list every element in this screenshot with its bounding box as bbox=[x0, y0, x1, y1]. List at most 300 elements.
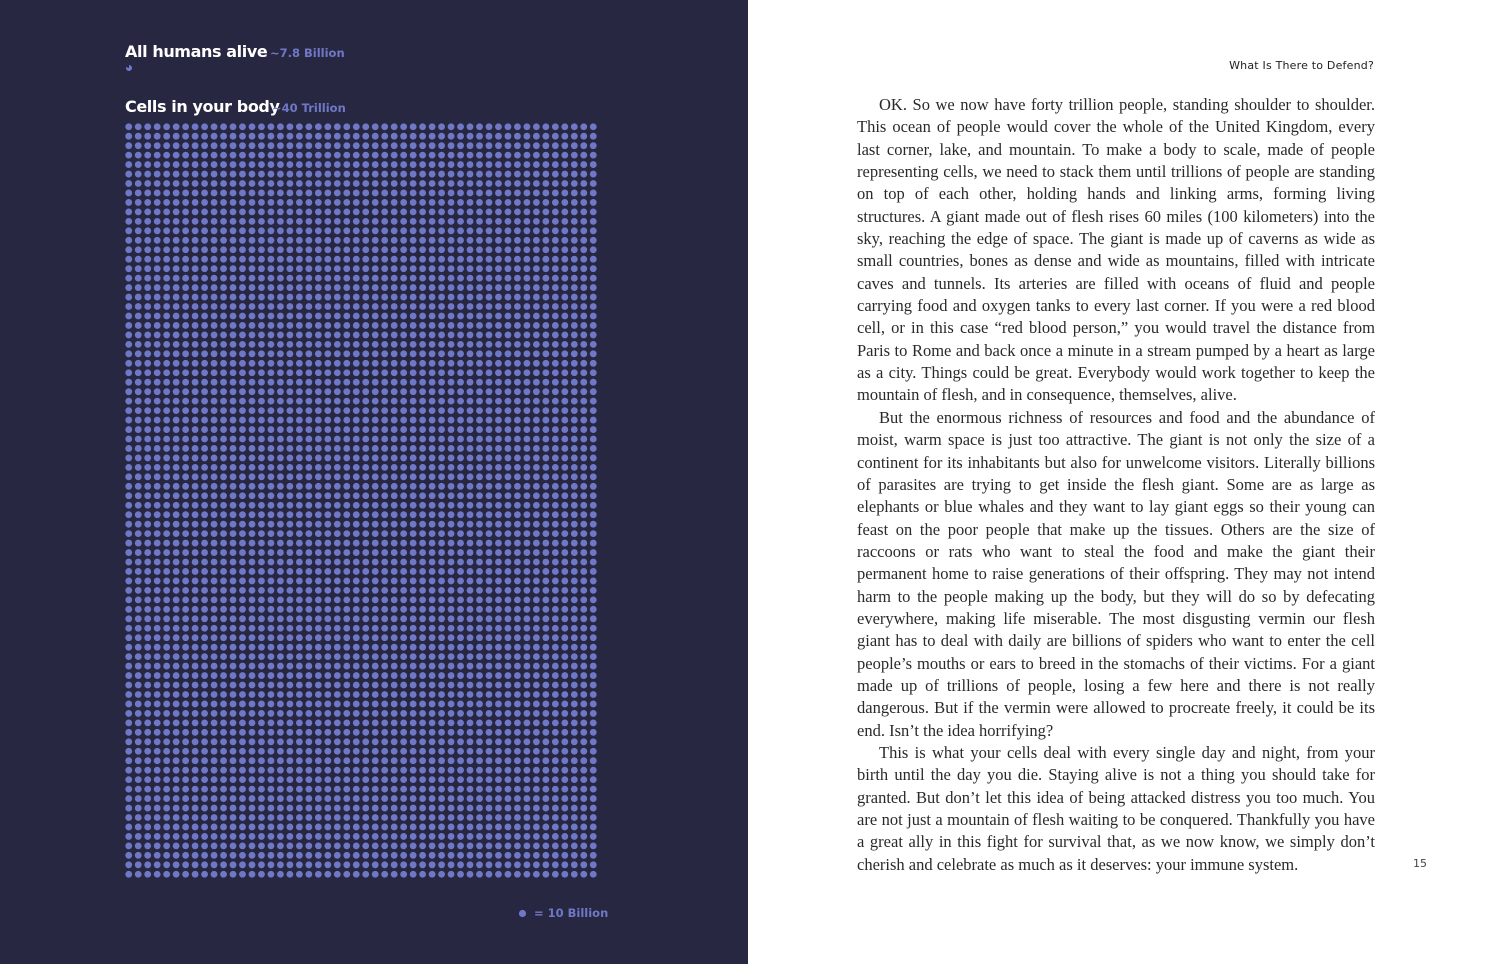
cell-unit-dot bbox=[268, 549, 275, 556]
cell-unit-dot bbox=[182, 133, 189, 140]
cell-unit-dot bbox=[286, 653, 293, 660]
cell-unit-dot bbox=[448, 275, 455, 282]
cell-unit-dot bbox=[343, 625, 350, 632]
cell-unit-dot bbox=[182, 246, 189, 253]
cell-unit-dot bbox=[343, 294, 350, 301]
cell-unit-dot bbox=[230, 824, 237, 831]
cell-unit-dot bbox=[429, 275, 436, 282]
cell-unit-dot bbox=[486, 227, 493, 234]
cell-unit-dot bbox=[201, 653, 208, 660]
cell-unit-dot bbox=[239, 871, 246, 878]
cell-unit-dot bbox=[201, 332, 208, 339]
cell-unit-dot bbox=[372, 332, 379, 339]
cell-unit-dot bbox=[438, 275, 445, 282]
cell-unit-dot bbox=[154, 540, 161, 547]
cell-unit-dot bbox=[372, 559, 379, 566]
cell-unit-dot bbox=[429, 871, 436, 878]
cell-unit-dot bbox=[457, 303, 464, 310]
cell-unit-dot bbox=[542, 171, 549, 178]
cell-unit-dot bbox=[286, 350, 293, 357]
cell-unit-dot bbox=[192, 284, 199, 291]
cell-unit-dot bbox=[353, 653, 360, 660]
cell-unit-dot bbox=[362, 161, 369, 168]
cell-unit-dot bbox=[353, 161, 360, 168]
cell-unit-dot bbox=[457, 587, 464, 594]
cell-unit-dot bbox=[315, 559, 322, 566]
cell-unit-dot bbox=[144, 237, 151, 244]
cell-unit-dot bbox=[277, 606, 284, 613]
cell-unit-dot bbox=[410, 360, 417, 367]
cell-unit-dot bbox=[448, 748, 455, 755]
cell-unit-dot bbox=[239, 596, 246, 603]
cell-unit-dot bbox=[334, 502, 341, 509]
cell-unit-dot bbox=[552, 436, 559, 443]
cell-unit-dot bbox=[258, 152, 265, 159]
cell-unit-dot bbox=[381, 549, 388, 556]
cell-unit-dot bbox=[533, 653, 540, 660]
cell-unit-dot bbox=[438, 682, 445, 689]
cell-unit-dot bbox=[552, 133, 559, 140]
cell-unit-dot bbox=[571, 625, 578, 632]
cell-unit-dot bbox=[220, 578, 227, 585]
cell-unit-dot bbox=[249, 369, 256, 376]
cell-unit-dot bbox=[144, 407, 151, 414]
cell-unit-dot bbox=[353, 199, 360, 206]
cell-unit-dot bbox=[571, 540, 578, 547]
cell-unit-dot bbox=[296, 322, 303, 329]
cell-unit-dot bbox=[125, 407, 132, 414]
cell-unit-dot bbox=[486, 171, 493, 178]
cell-unit-dot bbox=[381, 313, 388, 320]
cell-unit-dot bbox=[438, 786, 445, 793]
cell-unit-dot bbox=[561, 322, 568, 329]
cell-unit-dot bbox=[467, 719, 474, 726]
cell-unit-dot bbox=[495, 445, 502, 452]
cell-unit-dot bbox=[486, 502, 493, 509]
cell-unit-dot bbox=[542, 852, 549, 859]
cell-unit-dot bbox=[277, 284, 284, 291]
cell-unit-dot bbox=[552, 663, 559, 670]
cell-unit-dot bbox=[448, 388, 455, 395]
cell-unit-dot bbox=[249, 842, 256, 849]
cell-unit-dot bbox=[296, 483, 303, 490]
cell-unit-dot bbox=[448, 294, 455, 301]
cell-unit-dot bbox=[580, 833, 587, 840]
cell-unit-dot bbox=[514, 786, 521, 793]
cell-unit-dot bbox=[277, 833, 284, 840]
cell-unit-dot bbox=[296, 303, 303, 310]
cell-unit-dot bbox=[448, 625, 455, 632]
cell-unit-dot bbox=[296, 842, 303, 849]
cell-unit-dot bbox=[467, 672, 474, 679]
cell-unit-dot bbox=[391, 625, 398, 632]
cell-unit-dot bbox=[362, 852, 369, 859]
cell-unit-dot bbox=[230, 502, 237, 509]
cell-unit-dot bbox=[523, 123, 530, 130]
cell-unit-dot bbox=[144, 455, 151, 462]
cell-unit-dot bbox=[486, 596, 493, 603]
cell-unit-dot bbox=[476, 786, 483, 793]
cell-unit-dot bbox=[448, 578, 455, 585]
cell-unit-dot bbox=[135, 152, 142, 159]
cell-unit-dot bbox=[476, 275, 483, 282]
cell-unit-dot bbox=[249, 379, 256, 386]
cell-unit-dot bbox=[362, 152, 369, 159]
cell-unit-dot bbox=[249, 426, 256, 433]
cell-unit-dot bbox=[334, 691, 341, 698]
cell-unit-dot bbox=[505, 417, 512, 424]
cell-unit-dot bbox=[211, 748, 218, 755]
cell-unit-dot bbox=[296, 805, 303, 812]
cell-unit-dot bbox=[561, 473, 568, 480]
cell-unit-dot bbox=[182, 805, 189, 812]
cell-unit-dot bbox=[505, 634, 512, 641]
cell-unit-dot bbox=[286, 275, 293, 282]
cell-unit-dot bbox=[220, 123, 227, 130]
cell-unit-dot bbox=[542, 663, 549, 670]
cell-unit-dot bbox=[305, 672, 312, 679]
cell-unit-dot bbox=[505, 615, 512, 622]
cell-unit-dot bbox=[305, 398, 312, 405]
cell-unit-dot bbox=[305, 559, 312, 566]
cell-unit-dot bbox=[552, 710, 559, 717]
cell-unit-dot bbox=[135, 502, 142, 509]
cell-unit-dot bbox=[353, 171, 360, 178]
cell-unit-dot bbox=[258, 171, 265, 178]
cell-unit-dot bbox=[523, 369, 530, 376]
cell-unit-dot bbox=[249, 294, 256, 301]
cell-unit-dot bbox=[372, 549, 379, 556]
cell-unit-dot bbox=[173, 208, 180, 215]
cell-unit-dot bbox=[135, 303, 142, 310]
cell-unit-dot bbox=[495, 814, 502, 821]
cell-unit-dot bbox=[315, 483, 322, 490]
cell-unit-dot bbox=[457, 615, 464, 622]
cell-unit-dot bbox=[457, 805, 464, 812]
cell-unit-dot bbox=[211, 540, 218, 547]
cell-unit-dot bbox=[154, 824, 161, 831]
cell-unit-dot bbox=[400, 625, 407, 632]
cell-unit-dot bbox=[201, 615, 208, 622]
cell-unit-dot bbox=[125, 786, 132, 793]
cell-unit-dot bbox=[580, 171, 587, 178]
cell-unit-dot bbox=[561, 190, 568, 197]
cell-unit-dot bbox=[182, 436, 189, 443]
cell-unit-dot bbox=[343, 596, 350, 603]
cell-unit-dot bbox=[182, 559, 189, 566]
cell-unit-dot bbox=[457, 246, 464, 253]
cell-unit-dot bbox=[343, 530, 350, 537]
cell-unit-dot bbox=[457, 398, 464, 405]
cell-unit-dot bbox=[429, 587, 436, 594]
cell-unit-dot bbox=[419, 559, 426, 566]
cell-unit-dot bbox=[268, 615, 275, 622]
cell-unit-dot bbox=[590, 388, 597, 395]
cell-unit-dot bbox=[258, 123, 265, 130]
cell-unit-dot bbox=[268, 208, 275, 215]
cell-unit-dot bbox=[486, 814, 493, 821]
cell-unit-dot bbox=[163, 767, 170, 774]
cell-unit-dot bbox=[495, 341, 502, 348]
cell-unit-dot bbox=[467, 549, 474, 556]
cell-unit-dot bbox=[249, 246, 256, 253]
cell-unit-dot bbox=[486, 388, 493, 395]
cell-unit-dot bbox=[590, 596, 597, 603]
cell-unit-dot bbox=[220, 540, 227, 547]
cell-unit-dot bbox=[305, 729, 312, 736]
cell-unit-dot bbox=[258, 426, 265, 433]
cell-unit-dot bbox=[315, 653, 322, 660]
cell-unit-dot bbox=[296, 852, 303, 859]
cell-unit-dot bbox=[286, 208, 293, 215]
cell-unit-dot bbox=[343, 256, 350, 263]
cell-unit-dot bbox=[571, 615, 578, 622]
cell-unit-dot bbox=[220, 350, 227, 357]
cell-unit-dot bbox=[249, 795, 256, 802]
cell-unit-dot bbox=[277, 180, 284, 187]
cell-unit-dot bbox=[286, 341, 293, 348]
cell-unit-dot bbox=[429, 313, 436, 320]
cell-unit-dot bbox=[268, 388, 275, 395]
cell-unit-dot bbox=[372, 369, 379, 376]
cell-unit-dot bbox=[391, 275, 398, 282]
cell-unit-dot bbox=[268, 852, 275, 859]
cell-unit-dot bbox=[296, 625, 303, 632]
cell-unit-dot bbox=[400, 265, 407, 272]
cell-unit-dot bbox=[182, 767, 189, 774]
cell-unit-dot bbox=[277, 672, 284, 679]
cell-unit-dot bbox=[125, 701, 132, 708]
cell-unit-dot bbox=[381, 407, 388, 414]
cell-unit-dot bbox=[163, 653, 170, 660]
cell-unit-dot bbox=[467, 199, 474, 206]
cell-unit-dot bbox=[239, 473, 246, 480]
cell-unit-dot bbox=[542, 445, 549, 452]
cell-unit-dot bbox=[182, 473, 189, 480]
cell-unit-dot bbox=[125, 776, 132, 783]
cell-unit-dot bbox=[201, 511, 208, 518]
cell-unit-dot bbox=[239, 369, 246, 376]
cell-unit-dot bbox=[523, 549, 530, 556]
cell-unit-dot bbox=[438, 256, 445, 263]
cell-unit-dot bbox=[514, 842, 521, 849]
cell-unit-dot bbox=[163, 284, 170, 291]
cell-unit-dot bbox=[580, 417, 587, 424]
cell-unit-dot bbox=[144, 710, 151, 717]
cell-unit-dot bbox=[457, 360, 464, 367]
cell-unit-dot bbox=[324, 256, 331, 263]
cell-unit-dot bbox=[173, 767, 180, 774]
cell-unit-dot bbox=[239, 625, 246, 632]
cell-unit-dot bbox=[533, 322, 540, 329]
cell-unit-dot bbox=[154, 303, 161, 310]
cell-unit-dot bbox=[571, 521, 578, 528]
cell-unit-dot bbox=[362, 729, 369, 736]
cell-unit-dot bbox=[410, 824, 417, 831]
cell-unit-dot bbox=[381, 180, 388, 187]
cell-unit-dot bbox=[448, 738, 455, 745]
cell-unit-dot bbox=[296, 152, 303, 159]
cell-unit-dot bbox=[182, 861, 189, 868]
cell-unit-dot bbox=[590, 644, 597, 651]
cell-unit-dot bbox=[505, 483, 512, 490]
cell-unit-dot bbox=[523, 606, 530, 613]
cell-unit-dot bbox=[230, 606, 237, 613]
cell-unit-dot bbox=[552, 398, 559, 405]
cell-unit-dot bbox=[362, 379, 369, 386]
cell-unit-dot bbox=[362, 786, 369, 793]
cell-unit-dot bbox=[249, 549, 256, 556]
cell-unit-dot bbox=[400, 275, 407, 282]
cell-unit-dot bbox=[542, 786, 549, 793]
cell-unit-dot bbox=[448, 350, 455, 357]
cell-unit-dot bbox=[523, 152, 530, 159]
cell-unit-dot bbox=[173, 227, 180, 234]
cell-unit-dot bbox=[580, 265, 587, 272]
cell-unit-dot bbox=[305, 483, 312, 490]
cell-unit-dot bbox=[580, 502, 587, 509]
cell-unit-dot bbox=[514, 246, 521, 253]
cell-unit-dot bbox=[163, 436, 170, 443]
cell-unit-dot bbox=[467, 663, 474, 670]
cell-unit-dot bbox=[505, 152, 512, 159]
cell-unit-dot bbox=[561, 237, 568, 244]
cell-unit-dot bbox=[353, 332, 360, 339]
cell-unit-dot bbox=[590, 738, 597, 745]
cell-unit-dot bbox=[230, 861, 237, 868]
cell-unit-dot bbox=[353, 852, 360, 859]
cell-unit-dot bbox=[486, 540, 493, 547]
cell-unit-dot bbox=[230, 436, 237, 443]
cell-unit-dot bbox=[192, 152, 199, 159]
cell-unit-dot bbox=[239, 511, 246, 518]
cell-unit-dot bbox=[429, 483, 436, 490]
cell-unit-dot bbox=[258, 776, 265, 783]
cell-unit-dot bbox=[580, 871, 587, 878]
cell-unit-dot bbox=[486, 625, 493, 632]
cell-unit-dot bbox=[448, 663, 455, 670]
cell-unit-dot bbox=[163, 445, 170, 452]
cell-unit-dot bbox=[429, 407, 436, 414]
cell-unit-dot bbox=[505, 369, 512, 376]
cell-unit-dot bbox=[438, 161, 445, 168]
cell-unit-dot bbox=[429, 738, 436, 745]
cell-unit-dot bbox=[476, 511, 483, 518]
cell-unit-dot bbox=[182, 284, 189, 291]
cell-unit-dot bbox=[125, 814, 132, 821]
cell-unit-dot bbox=[249, 530, 256, 537]
cell-unit-dot bbox=[277, 492, 284, 499]
cell-unit-dot bbox=[523, 360, 530, 367]
cell-unit-dot bbox=[438, 284, 445, 291]
cell-unit-dot bbox=[590, 767, 597, 774]
cell-unit-dot bbox=[505, 644, 512, 651]
cell-unit-dot bbox=[353, 587, 360, 594]
cell-unit-dot bbox=[305, 388, 312, 395]
cell-unit-dot bbox=[201, 123, 208, 130]
cell-unit-dot bbox=[324, 861, 331, 868]
cell-unit-dot bbox=[410, 625, 417, 632]
cell-unit-dot bbox=[391, 284, 398, 291]
cell-unit-dot bbox=[400, 246, 407, 253]
cell-unit-dot bbox=[286, 360, 293, 367]
cell-unit-dot bbox=[305, 161, 312, 168]
cell-unit-dot bbox=[249, 521, 256, 528]
cell-unit-dot bbox=[372, 464, 379, 471]
cell-unit-dot bbox=[211, 757, 218, 764]
cell-unit-dot bbox=[362, 814, 369, 821]
cell-unit-dot bbox=[476, 171, 483, 178]
cell-unit-dot bbox=[173, 521, 180, 528]
cell-unit-dot bbox=[258, 701, 265, 708]
cell-unit-dot bbox=[391, 473, 398, 480]
cell-unit-dot bbox=[201, 473, 208, 480]
cell-unit-dot bbox=[239, 190, 246, 197]
cell-unit-dot bbox=[514, 275, 521, 282]
cell-unit-dot bbox=[277, 123, 284, 130]
cell-unit-dot bbox=[438, 417, 445, 424]
cell-unit-dot bbox=[419, 190, 426, 197]
cell-unit-dot bbox=[391, 379, 398, 386]
cell-unit-dot bbox=[334, 852, 341, 859]
cell-unit-dot bbox=[192, 559, 199, 566]
cell-unit-dot bbox=[523, 511, 530, 518]
cell-unit-dot bbox=[505, 710, 512, 717]
cell-unit-dot bbox=[400, 861, 407, 868]
cell-unit-dot bbox=[353, 350, 360, 357]
cell-unit-dot bbox=[305, 369, 312, 376]
cell-unit-dot bbox=[258, 161, 265, 168]
cell-unit-dot bbox=[277, 142, 284, 149]
cell-unit-dot bbox=[353, 568, 360, 575]
cell-unit-dot bbox=[523, 445, 530, 452]
cell-unit-dot bbox=[201, 265, 208, 272]
cell-unit-dot bbox=[125, 199, 132, 206]
cell-unit-dot bbox=[125, 549, 132, 556]
cell-unit-dot bbox=[523, 729, 530, 736]
cell-unit-dot bbox=[419, 691, 426, 698]
cell-unit-dot bbox=[173, 294, 180, 301]
cell-unit-dot bbox=[230, 303, 237, 310]
cell-unit-dot bbox=[258, 142, 265, 149]
cell-unit-dot bbox=[448, 672, 455, 679]
cell-unit-dot bbox=[125, 871, 132, 878]
cell-unit-dot bbox=[296, 540, 303, 547]
cell-unit-dot bbox=[372, 303, 379, 310]
cell-unit-dot bbox=[173, 578, 180, 585]
cell-unit-dot bbox=[457, 663, 464, 670]
cell-unit-dot bbox=[334, 596, 341, 603]
cell-unit-dot bbox=[343, 123, 350, 130]
cell-unit-dot bbox=[343, 842, 350, 849]
cell-unit-dot bbox=[419, 218, 426, 225]
cell-unit-dot bbox=[495, 805, 502, 812]
cell-unit-dot bbox=[249, 322, 256, 329]
cell-unit-dot bbox=[448, 464, 455, 471]
cell-unit-dot bbox=[258, 587, 265, 594]
cell-unit-dot bbox=[419, 587, 426, 594]
cell-unit-dot bbox=[410, 208, 417, 215]
cell-unit-dot bbox=[154, 322, 161, 329]
cell-unit-dot bbox=[514, 483, 521, 490]
cell-unit-dot bbox=[419, 199, 426, 206]
cell-unit-dot bbox=[305, 521, 312, 528]
cell-unit-dot bbox=[192, 502, 199, 509]
cell-unit-dot bbox=[286, 549, 293, 556]
cell-unit-dot bbox=[201, 417, 208, 424]
cell-unit-dot bbox=[457, 483, 464, 490]
cell-unit-dot bbox=[296, 861, 303, 868]
